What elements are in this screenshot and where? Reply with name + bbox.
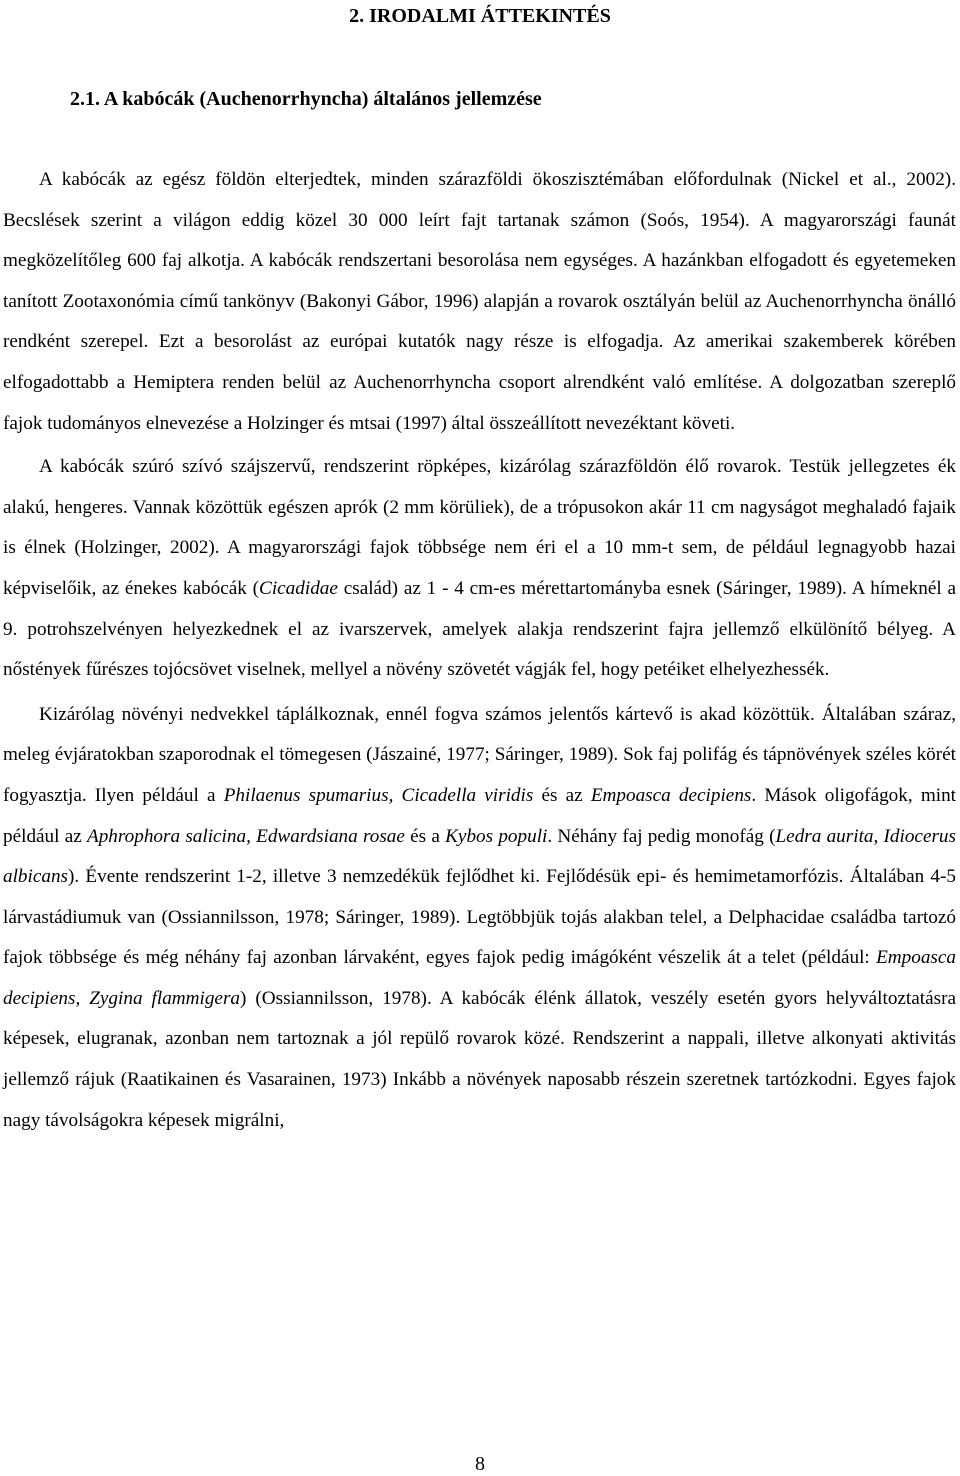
paragraph-distribution — [3, 160, 956, 444]
paragraph-text: . Néhány faj pedig monofág ( — [547, 825, 776, 847]
paragraph-text: ). Évente rendszerint 1-2, illetve 3 nemzedékük fejlődhet ki. Fejlődésük epi- és hemimetamorfózis. Általában 4-5 lárvastádiumuk van (Ossiannilsson, 1978; Sáringer, 1989). Legtöbbjük tojás alakban telel, a Delphacidae családba tartozó fajok többsége és még néhány faj azonban lárvaként, egyes fajok pedig imágóként vészelik át a telet (például: — [3, 866, 956, 969]
species-name: Kybos populi — [445, 825, 548, 847]
paragraph-text: A kabócák az egész földön elterjedtek, minden szárazföldi ökoszisztémában előfordulnak (Nickel et al., 2002). Becslések szerint a világon eddig közel 30 000 leírt fajt tartanak számon (Soós, 1954). A magyarországi faunát megközelítőleg 600 faj alkotja. A kabócák rendszertani besorolása nem egységes. A hazánkban elfogadott és egyetemeken tanított Zootaxonómia című tankönyv (Bakonyi Gábor, 1996) alapján a rovarok osztályán belül az Auchenorrhyncha önálló rendként szerepel. Ezt a besorolást az európai kutatók nagy része is elfogadja. Az amerikai szakemberek körében elfogadottabb a Hemiptera renden belül az Auchenorrhyncha csoport alrendként való említése. A dolgozatban szereplő fajok tudományos elnevezése a Holzinger és mtsai (1997) által összeállított nevezéktant követi. — [3, 169, 956, 434]
species-name: Empoasca decipiens — [590, 784, 752, 806]
taxon-name: Cicadidae — [259, 577, 338, 599]
section-title: 2.1. A kabócák (Auchenorrhyncha) általános jellemzése — [70, 88, 542, 110]
page-number: 8 — [475, 1453, 485, 1475]
paragraph-text: A kabócák szúró szívó szájszervű, rendszerint röpképes, kizárólag szárazföldön élő rovarok. Testük jellegzetes ék alakú, hengeres. Vannak közöttük egészen aprók (2 mm körüliek), de a trópusokon akár 11 cm nagyságot meghaladó fajaik is élnek (Holzinger, 2002). A magyarországi fajok többsége nem éri el a 10 mm-t sem, de például legnagyobb hazai képviselőik, az énekes kabócák ( — [3, 456, 956, 599]
paragraph-morphology — [3, 447, 956, 691]
paragraph-biology — [3, 695, 956, 1142]
paragraph-text: és a — [404, 825, 446, 847]
chapter-title: 2. IRODALMI ÁTTEKINTÉS — [349, 5, 611, 27]
species-name: Aphrophora salicina, Edwardsiana rosae — [86, 825, 405, 847]
body-text — [3, 160, 956, 1141]
species-name: Ledra aurita, Idiocerus albicans — [3, 825, 956, 888]
paragraph-text: és az — [533, 784, 591, 806]
paragraph-text: . Mások oligofágok, mint például az — [3, 784, 956, 847]
paragraph-text: ) (Ossiannilsson, 1978). A kabócák élénk állatok, veszély esetén gyors helyváltoztatásra képesek, elugranak, azonban nem tartoznak a jól repülő rovarok közé. Rendszerint a nappali, illetve alkonyati aktivitás jellemző rájuk (Raatikainen és Vasarainen, 1973) Inkább a növények naposabb részein szeretnek tartózkodni. Egyes fajok nagy távolságokra képesek migrálni, — [3, 987, 956, 1131]
paragraph-text: család) az 1 - 4 cm-es mérettartományba esnek (Sáringer, 1989). A hímeknél a 9. potrohszelvényen helyezkednek el az ivarszervek, amelyek alakja rendszerint fajra jellemző elkülönítő bélyeg. A nőstények fűrészes tojócsövet viselnek, mellyel a növény szövetét vágják fel, hogy petéiket elhelyezhessék. — [3, 577, 957, 681]
paragraph-text: Kizárólag növényi nedvekkel táplálkoznak, ennél fogva számos jelentős kártevő is akad közöttük. Általában száraz, meleg évjáratokban szaporodnak el tömegesen (Jászainé, 1977; Sáringer, 1989). Sok faj polifág és tápnövények széles körét fogyasztja. Ilyen például a — [3, 703, 956, 806]
species-name: Empoasca decipiens, Zygina flammigera — [3, 947, 956, 1009]
species-name: Philaenus spumarius, Cicadella viridis — [223, 784, 534, 806]
